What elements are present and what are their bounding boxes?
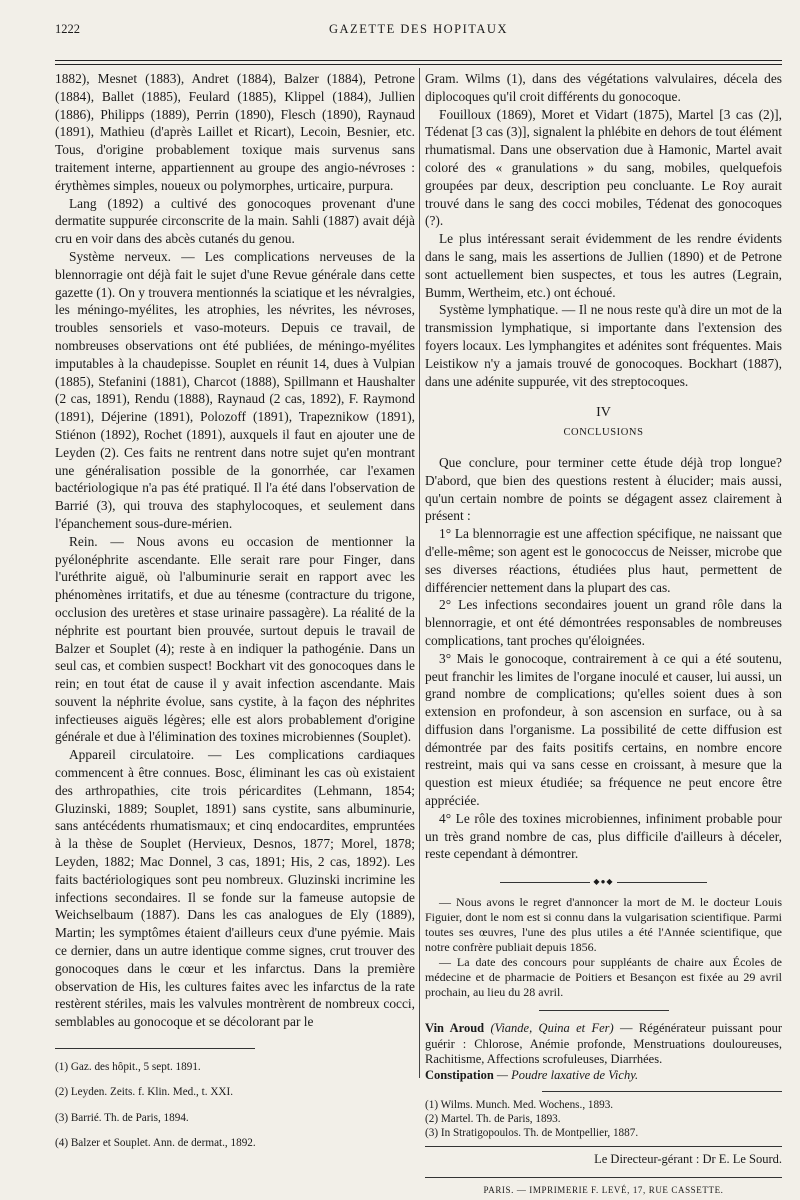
footnote: (3) In Stratigopoulos. Th. de Montpellier, 1887. — [425, 1127, 639, 1140]
ad-vin-text: — Régénérateur puissant pour guérir : Chlorose, Anémie profonde, Menstruations douloureuses, Rachitisme, Affections scrofuleuses, Diarrhées. — [425, 1021, 783, 1067]
paragraph-kidney: Rein. — Nous avons eu occasion de mentionner la pyélonéphrite ascendante. Elle serait rare pour Finger, dans l'uréthrite aiguë, où l'albuminurie serait en rapport avec les phénomènes irritatifs, et due au ténesme (contracture du trigone, occlusion des uretères et stase urinaire passagère). La réalité de la néphrite est pourtant bien prouvée, surtout depuis le travail de Balzer et Souplet (4); reste à en indiquer la pathogénie. Dans un seul cas, et combien suspect! Bockhart vit des gonocoques dans le rein; en tout état de cause il y avait infection ascendante. Mais souvent la néphrite évolue, sans cystite, à la façon des néphrites infectieuses aiguës légères; elle est alors probablement d'origine générale et due à l'élimination des toxines microbiennes (Souplet). — [55, 533, 415, 745]
right-column — [425, 70, 782, 1200]
footnote: (2) Martel. Th. de Paris, 1893. — [425, 1113, 561, 1126]
ad-vin-label: Vin Aroud — [425, 1021, 485, 1036]
paragraph: Lang (1892) a cultivé des gonocoques provenant d'une dermatite suppurée circonscrite de la main. Sahli (1887) avait déjà cru en voir dans des abcès cutanés du genou. — [55, 195, 415, 247]
paragraph: 1882), Mesnet (1883), Andret (1884), Balzer (1884), Petrone (1884), Ballet (1885), Feulard (1885), Klippel (1884), Jullien (1886), Philipps (1889), Perrin (1890), Flesch (1890), Raynaud (1891), Mathieu (d'après Laillet et Ricart), Lecoin, Besnier, etc. Tous, d'origine probablement toxique mais survenus sans traitement interne, appartiennent au groupe des angio-névroses : érythèmes simples, noueux ou polymorphes, urticaire, purpura. — [55, 71, 415, 193]
left-column — [55, 70, 415, 1031]
right-footnotes — [425, 1098, 782, 1140]
section-number: IV — [596, 405, 611, 421]
paragraph: Le plus intéressant serait évidemment de les rendre évidents dans le sang, mais les assertions de Jullien (1890) et de Petrone sont actuellement bien suspectes, et tous les autres (Legrain, Bumm, Wertheim, etc.) ont échoué. — [425, 231, 782, 300]
news-item: — Nous avons le regret d'annoncer la mort de M. le docteur Louis Figuier, dont le nom est si connu dans la vulgarisation scientifique. Parmi toutes ses œuvres, l'une des plus utiles a été l'Année scientifique, que notre confrère publiait depuis 1856. — [425, 895, 782, 955]
ad-constipation — [425, 1068, 782, 1084]
journal-title: GAZETTE DES HOPITAUX — [329, 22, 508, 36]
footnote: (4) Balzer et Souplet. Ann. de dermat., 1892. — [55, 1136, 256, 1149]
news-items — [425, 895, 782, 1000]
conclusion-item: 4° Le rôle des toxines microbiennes, infiniment probable pour un très grand nombre de cas, plus difficile d'ailleurs à déceler, reste cependant à démontrer. — [425, 810, 782, 862]
page-header — [55, 22, 782, 46]
ornament-divider: ◆●◆ — [425, 873, 782, 891]
section-title: CONCLUSIONS — [563, 427, 644, 439]
signature: Le Directeur-gérant : Dr E. Le Sourd. — [594, 1152, 782, 1167]
footnote: (3) Barrié. Th. de Paris, 1894. — [55, 1111, 189, 1124]
paragraph: Gram. Wilms (1), dans des végétations valvulaires, décela des diplocoques qu'il croit différents du gonocoque. — [425, 71, 782, 104]
conclusion-item: 2° Les infections secondaires jouent un grand rôle dans la blennorragie, et ont été démontrées responsables de nombreuses complications, tant proches qu'éloignées. — [425, 597, 782, 648]
ad-constipation-text: — Poudre laxative de Vichy. — [496, 1067, 639, 1082]
ad-vin-aroud — [425, 1021, 782, 1068]
column-divider — [419, 68, 420, 1078]
advertisements — [425, 1021, 782, 1083]
signature-rule — [425, 1146, 782, 1147]
footnote-rule — [55, 1048, 255, 1049]
footnote-rule — [542, 1091, 782, 1092]
header-rule — [55, 60, 782, 61]
page-number: 1222 — [55, 22, 80, 36]
ad-vin-variants: (Viande, Quina et Fer) — [490, 1021, 614, 1036]
paragraph: Fouilloux (1869), Moret et Vidart (1875), Martel [3 cas (2)], Tédenat [3 cas (3)], signalent la phlébite en dehors de tout élément rhumatismal. Dans une observation due à Hamonic, Martel avait coloré des « granulations » du sang, mobiles, quelquefois groupées par deux, description peu concluante. Le Roy aurait trouvé dans le sang des cocci mobiles, Tédenat des gonocoques (?). — [425, 106, 782, 229]
footnote: (1) Wilms. Munch. Med. Wochens., 1893. — [425, 1099, 614, 1112]
footnote: (1) Gaz. des hôpit., 5 sept. 1891. — [55, 1061, 201, 1074]
conclusion-item: 3° Mais le gonocoque, contrairement à ce qui a été soutenu, peut franchir les limites de l'organe inoculé et causer, lui aussi, un grand nombre de complications; qu'elles soient dues à son extension en profondeur, à son ascension en surface, ou à sa diffusion dans l'organisme. La possibilité de cette diffusion est démontrée par des faits positifs certains, en nombre encore restreint, mais qui va sans cesse en croissant, à mesure que la question est mieux étudiée; sa fréquence ne peut encore être appréciée. — [425, 650, 782, 809]
left-footnotes — [55, 1048, 415, 1161]
footnote: (2) Leyden. Zeits. f. Klin. Med., t. XXI. — [55, 1086, 234, 1099]
ad-constipation-label: Constipation — [425, 1067, 494, 1082]
paragraph-lymphatic: Système lymphatique. — Il ne nous reste qu'à dire un mot de la transmission lymphatique, si importante dans l'extension des foyers locaux. Les lymphangites et adénites sont fréquentes. Mais Leistikow n'y a jamais trouvé de gonocoques. Bockhart (1887), dans une adénite suppurée, vit des streptocoques. — [425, 302, 782, 389]
news-item: — La date des concours pour suppléants de chaire aux Écoles de médecine et de pharmacie de Poitiers et Besançon est fixée au 29 avril prochain, au lieu du 28 avril. — [425, 955, 782, 1000]
paragraph-circulatory: Appareil circulatoire. — Les complications cardiaques commencent à être connues. Bosc, éliminant les cas où existaient des arthropathies, cite trois péricardites (Lehmann, 1854; Gluzinski, 1889; Souplet, 1891) sans cystite, sans albuminurie, sans antécédents rhumatismaux; et cinq endocardites, empruntées à la thèse de Souplet (Hervieux, Desnos, 1877; Morel, 1878; Leyden, 1882; Mac Donnel, 3 cas, 1891; His, 2 cas, 1892). Les faits bactériologiques sont peu nombreux. Gluzinski incrimine les infections secondaires. Il se fonde sur la fameuse autopsie de Weichselbaum (1887). Dans les cas analogues de Ely (1889), Martin; les symptômes étaient d'ailleurs ceux d'une pyémie. Mais ce dernier, dans un autre identique comme signes, crut trouver des gonocoques dans le cœur et les infarctus. Dans la première observation de His, les cultures faites avec les infarctus de la rate restèrent stériles, mais les valvules montrèrent de nombreux cocci, semblables au gonocoque et se décolorant par le — [55, 747, 415, 1030]
printer-line: PARIS. — IMPRIMERIE F. LEVÉ, 17, RUE CASSETTE. — [425, 1177, 782, 1200]
header-rule-thin — [55, 64, 782, 65]
conclusion-item: 1° La blennorragie est une affection spécifique, ne naissant que d'elle-même; son agent est le gonococcus de Neisser, microbe que ses diverses réactions, étudiées plus haut, permettent de différencier nettement dans la plupart des cas. — [425, 526, 782, 595]
conclusion-paragraph: Que conclure, pour terminer cette étude déjà trop longue? D'abord, que bien des questions restent à élucider; mais aussi, qu'un certain nombre de points se dégagent assez clairement à présent : — [425, 454, 782, 524]
paragraph-nervous-system: Système nerveux. — Les complications nerveuses de la blennorragie ont déjà fait le sujet d'une Revue générale dans cette gazette (1). On y trouvera mentionnés la sciatique et les névralgies, les méningo-myélites, les atrophies, les névrites, les névroses, troubles sensoriels et vaso-moteurs. Depuis ce travail, de nombreuses observations ont été publiées, de méningo-myélites imputables à la chaudepisse. Souplet en réunit 14, dues à Vulpian (1885), Stefanini (1881), Charcot (1888), Spillmann et Haushalter (2 cas, 1891), Rendu (1888), Raynaud (2 cas, 1892), F. Raymond (1891), Déjerine (1891), Polozoff (1891), Trapeznikow (1891), Stiénon (1892), Rochet (1891), auxquels il faut en ajouter une de Leyden (2). Ces faits ne rentrent dans notre sujet qu'en montrant une généralisation possible de la gonorrhée, car l'examen bactériologique n'a pas été pratiqué. Il l'a été dans l'observation de Barrié (3), qui trouva des staphylocoques, et seulement dans l'épanchement sous-dure-mérien. — [55, 248, 415, 531]
divider — [539, 1010, 669, 1011]
